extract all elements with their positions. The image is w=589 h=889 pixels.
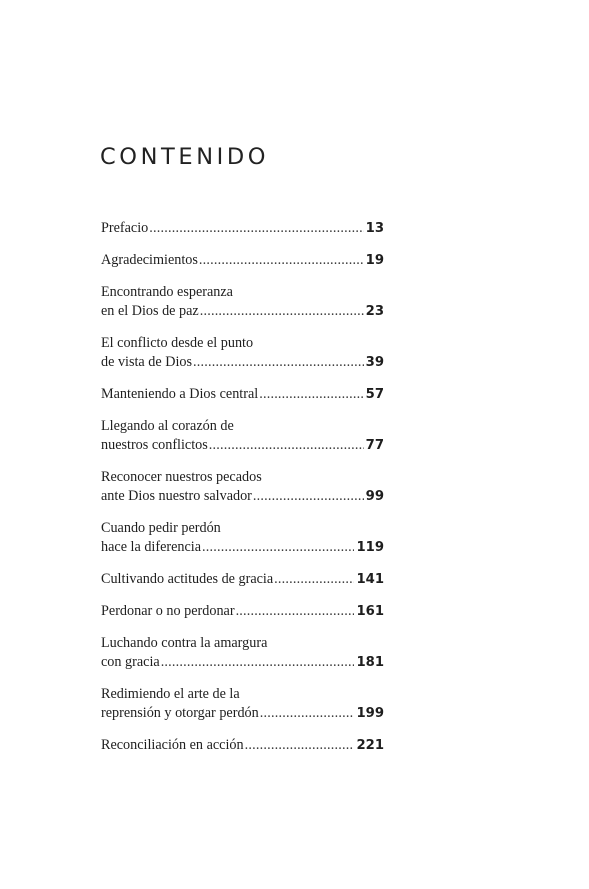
toc-entry-line (101, 634, 384, 653)
toc-entry-line (101, 685, 384, 704)
toc-entry-line (101, 283, 384, 302)
toc-entry-title: Prefacio (101, 220, 149, 236)
toc-entry (101, 468, 384, 506)
toc-entry-title: Reconciliación en acción (101, 737, 244, 753)
toc-entry-title: Redimiendo el arte de la (101, 686, 240, 702)
toc-entry (101, 519, 384, 557)
toc-entry-line (101, 334, 384, 353)
toc-page-number: 161 (356, 604, 384, 619)
toc-entry-line (101, 219, 384, 238)
toc-entry-title: de vista de Dios (101, 354, 193, 370)
toc-entry (101, 417, 384, 455)
toc-page-number: 77 (365, 438, 384, 453)
toc-entry (101, 570, 384, 589)
toc-entry-line (101, 704, 384, 723)
toc-entry-title: Llegando al corazón de (101, 418, 234, 434)
toc-page-number: 221 (356, 738, 384, 753)
toc-entry-line (101, 602, 384, 621)
toc-entry-title: en el Dios de paz (101, 303, 199, 319)
toc-entry-line (101, 251, 384, 270)
dot-leader (149, 219, 363, 238)
toc-entry (101, 251, 384, 270)
toc-entry-line (101, 385, 384, 404)
dot-leader (209, 436, 364, 455)
toc-page-number: 141 (356, 572, 384, 587)
toc-entry-title: Reconocer nuestros pecados (101, 469, 262, 485)
dot-leader (161, 653, 355, 672)
toc-entry-line (101, 538, 384, 557)
toc-entry-title: Cultivando actitudes de gracia (101, 571, 274, 587)
toc-entry-line (101, 436, 384, 455)
toc-entry-title: hace la diferencia (101, 539, 202, 555)
toc-entry-line (101, 468, 384, 487)
toc-entry (101, 685, 384, 723)
toc-entry-line (101, 570, 384, 589)
toc-entry-title: con gracia (101, 654, 160, 670)
toc-entry-title: reprensión y otorgar perdón (101, 705, 259, 721)
dot-leader (199, 251, 364, 270)
dot-leader (259, 385, 363, 404)
toc-entry-line (101, 519, 384, 538)
toc-entry-title: Manteniendo a Dios central (101, 386, 259, 402)
toc-entry (101, 385, 384, 404)
toc-page-number: 19 (365, 253, 384, 268)
dot-leader (202, 538, 354, 557)
toc-entry-line (101, 353, 384, 372)
toc-page-number: 23 (365, 304, 384, 319)
toc-entry-line (101, 417, 384, 436)
toc-entry-line (101, 736, 384, 755)
toc-entry-title: nuestros conflictos (101, 437, 208, 453)
toc-entry (101, 334, 384, 372)
toc-page-number: 13 (365, 221, 384, 236)
dot-leader (253, 487, 364, 506)
toc-entry-title: Agradecimientos (101, 252, 198, 268)
dot-leader (193, 353, 364, 372)
toc-entry-line (101, 487, 384, 506)
toc-page-number: 57 (365, 387, 384, 402)
toc-page-number: 199 (356, 706, 384, 721)
toc-entry (101, 634, 384, 672)
toc-page-number: 39 (365, 355, 384, 370)
dot-leader (260, 704, 355, 723)
toc-entry-title: Perdonar o no perdonar (101, 603, 235, 619)
dot-leader (274, 570, 354, 589)
toc-entry (101, 219, 384, 238)
toc-entry-title: Luchando contra la amargura (101, 635, 268, 651)
toc-entry-title: ante Dios nuestro salvador (101, 488, 252, 504)
dot-leader (236, 602, 355, 621)
toc-entry-line (101, 302, 384, 321)
page-title: CONTENIDO (100, 144, 270, 170)
toc-entry-title: El conflicto desde el punto (101, 335, 254, 351)
toc-entry (101, 736, 384, 755)
dot-leader (200, 302, 364, 321)
toc-entry-title: Cuando pedir perdón (101, 520, 221, 536)
toc-entry (101, 602, 384, 621)
toc-page-number: 181 (356, 655, 384, 670)
toc-entry-line (101, 653, 384, 672)
table-of-contents (101, 219, 384, 768)
dot-leader (245, 736, 355, 755)
toc-page-number: 119 (356, 540, 384, 555)
toc-entry-title: Encontrando esperanza (101, 284, 233, 300)
toc-page-number: 99 (365, 489, 384, 504)
toc-entry (101, 283, 384, 321)
